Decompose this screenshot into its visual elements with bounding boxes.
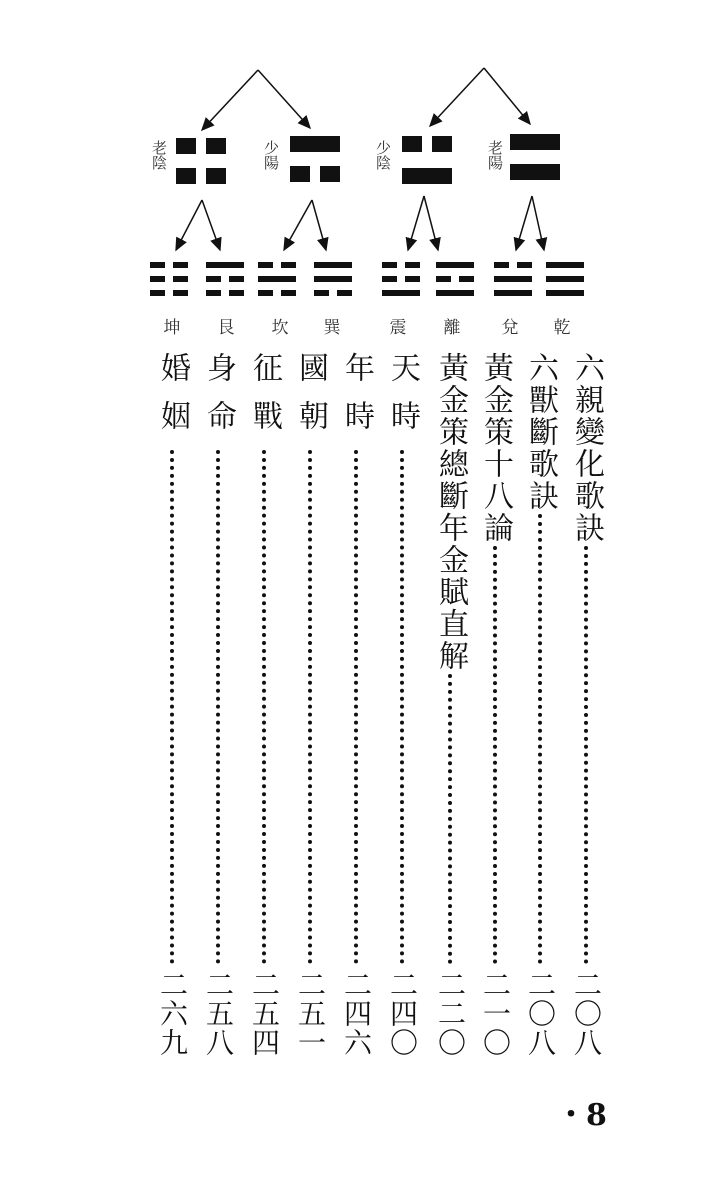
page-number: ・8 [556,1098,607,1133]
toc-entry-page: 二五四 [248,970,281,1057]
toc-entry-title: 天時 [385,352,420,448]
toc-entry [336,352,376,1062]
toc-entry-title: 國朝 [293,352,328,448]
label-young-yang: 少陽 [262,140,280,170]
arrow-to-zhen [408,196,424,250]
toc-entry [198,352,238,1062]
trigram-name-zhen: 震 [389,318,407,338]
toc-entry [152,352,192,1062]
arrow-to-qian [532,196,544,250]
arrow-to-old-yin [202,70,258,130]
toc-leader-dots [493,546,497,964]
toc-entry-page: 二五一 [294,970,327,1057]
toc-entry-title: 年時 [339,352,374,448]
arrow-to-gen [202,200,220,250]
label-old-yin: 老陰 [150,140,168,170]
toc-leader-dots [538,514,542,964]
toc-entry [244,352,284,1062]
toc-entry-page: 二〇八 [524,970,557,1057]
toc-entry-title: 征戰 [247,352,282,448]
toc-entry-page: 二四〇 [386,970,419,1057]
arrow-to-xun [312,200,326,250]
arrow-to-old-yang [484,68,530,124]
toc-entry [430,352,470,1062]
toc-leader-dots [170,450,174,964]
toc-leader-dots [400,450,404,964]
toc-entry-title: 六親變化歌訣 [569,352,604,544]
toc-entry-page: 二四六 [340,970,373,1057]
arrow-to-kan [284,200,312,250]
arrow-to-li [424,196,438,250]
toc-entry-page: 二五八 [202,970,235,1057]
label-young-yin: 少陰 [374,140,392,170]
toc-entry-page: 二六九 [156,970,189,1057]
toc-entry-title: 黃金策十八論 [478,352,513,544]
arrow-to-young-yin [430,68,484,126]
trigram-name-qian: 乾 [553,318,571,338]
trigram-name-kan: 坎 [271,318,289,338]
bigram-trigram-diagram [0,0,718,340]
toc-leader-dots [354,450,358,964]
toc-entry-page: 二一〇 [479,970,512,1057]
toc-leader-dots [308,450,312,964]
trigram-name-kun: 坤 [163,318,181,338]
toc-entry [566,352,606,1062]
toc-leader-dots [584,546,588,964]
trigram-name-li: 離 [443,318,461,338]
toc-entry-page: 二二〇 [434,970,467,1057]
toc-leader-dots [448,674,452,964]
trigram-name-dui: 兌 [501,318,519,338]
toc-entry-title: 黃金策總斷年金賦直解 [433,352,468,672]
toc-leader-dots [216,450,220,964]
arrow-to-kun [176,200,202,250]
toc-leader-dots [262,450,266,964]
toc-entry-title: 身命 [201,352,236,448]
trigram-name-xun: 巽 [323,318,341,338]
toc-entry [520,352,560,1062]
branch-arrows [0,0,718,340]
arrow-to-dui [516,196,532,250]
trigram-name-gen: 艮 [217,318,235,338]
toc-entry-page: 二〇八 [570,970,603,1057]
toc-entry [382,352,422,1062]
toc-entry [290,352,330,1062]
toc-entry [475,352,515,1062]
toc-entry-title: 六獸斷歌訣 [523,352,558,512]
arrow-to-young-yang [258,70,310,128]
toc-entry-title: 婚姻 [155,352,190,448]
label-old-yang: 老陽 [486,140,504,170]
